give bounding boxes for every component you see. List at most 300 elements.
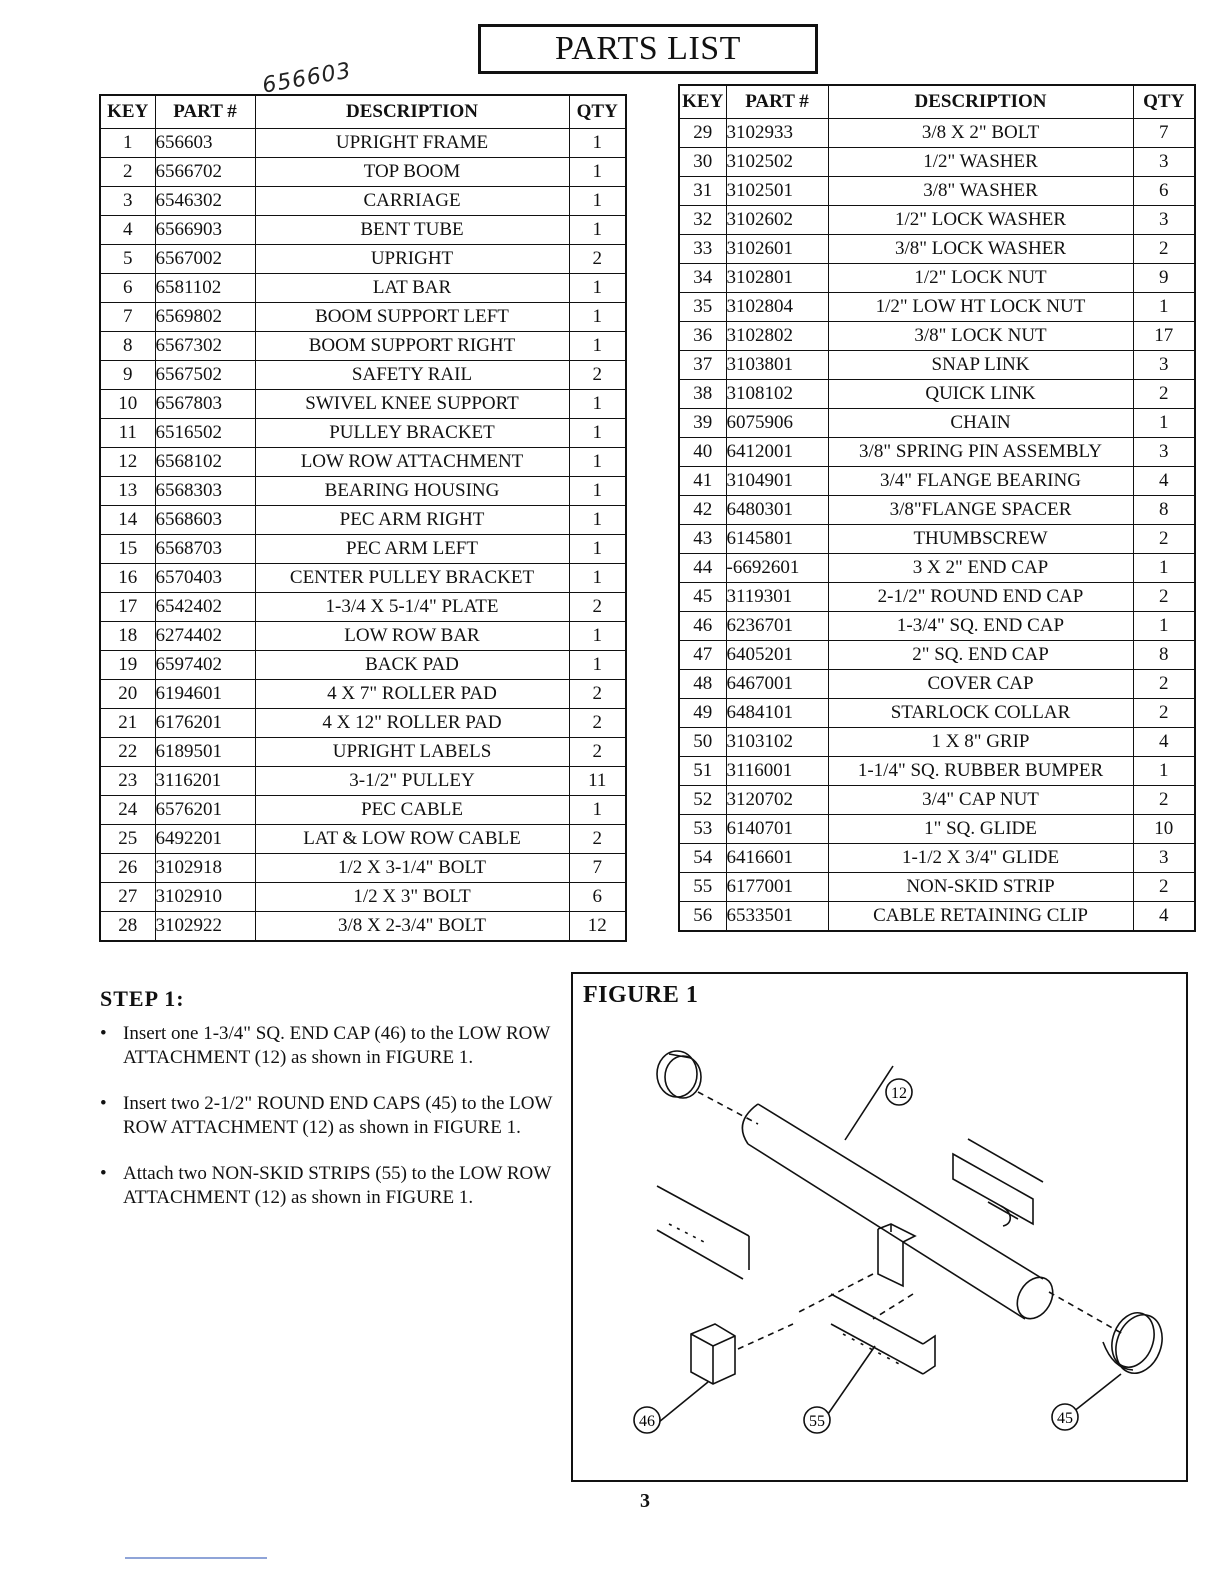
- cell-part-number: 3102922: [155, 912, 255, 942]
- table-row: [679, 177, 1195, 206]
- cell-key: 18: [100, 622, 155, 651]
- cell-part-number: 3102502: [726, 148, 828, 177]
- table-row: [100, 738, 626, 767]
- table-row: [100, 158, 626, 187]
- table-row: [100, 506, 626, 535]
- table-row: [100, 535, 626, 564]
- callout-12-label: 12: [891, 1085, 907, 1102]
- cell-key: 30: [679, 148, 726, 177]
- table-row: [100, 303, 626, 332]
- cell-key: 34: [679, 264, 726, 293]
- table-row: [100, 854, 626, 883]
- cell-qty: 3: [1133, 438, 1195, 467]
- cell-key: 52: [679, 786, 726, 815]
- table-row: [679, 815, 1195, 844]
- table-row: [100, 825, 626, 854]
- cell-part-number: 6492201: [155, 825, 255, 854]
- square-end-cap: [691, 1324, 735, 1384]
- table-row: [679, 409, 1195, 438]
- cell-key: 45: [679, 583, 726, 612]
- cell-key: 29: [679, 119, 726, 148]
- cell-key: 50: [679, 728, 726, 757]
- footer-rule: [125, 1557, 267, 1559]
- cell-part-number: 3103102: [726, 728, 828, 757]
- cell-part-number: 6546302: [155, 187, 255, 216]
- cell-part-number: 3116001: [726, 757, 828, 786]
- callout-55: [804, 1407, 830, 1433]
- cell-key: 13: [100, 477, 155, 506]
- cell-qty: 1: [1133, 409, 1195, 438]
- bullet-icon: •: [100, 1023, 107, 1044]
- cell-part-number: 6480301: [726, 496, 828, 525]
- cell-qty: 7: [1133, 119, 1195, 148]
- cell-description: 4 X 7" ROLLER PAD: [255, 680, 569, 709]
- cell-qty: 8: [1133, 641, 1195, 670]
- cell-description: THUMBSCREW: [828, 525, 1133, 554]
- table-row: [679, 322, 1195, 351]
- cell-key: 19: [100, 651, 155, 680]
- table-row: [679, 438, 1195, 467]
- cell-key: 32: [679, 206, 726, 235]
- cell-qty: 2: [1133, 583, 1195, 612]
- instruction-item: [100, 1162, 570, 1210]
- cell-part-number: 6567302: [155, 332, 255, 361]
- cell-key: 26: [100, 854, 155, 883]
- figure-1: [571, 972, 1188, 1482]
- cell-description: UPRIGHT: [255, 245, 569, 274]
- cell-description: 1" SQ. GLIDE: [828, 815, 1133, 844]
- cell-qty: 17: [1133, 322, 1195, 351]
- cell-part-number: 3103801: [726, 351, 828, 380]
- cell-key: 35: [679, 293, 726, 322]
- cell-part-number: 3102802: [726, 322, 828, 351]
- cell-qty: 7: [569, 854, 626, 883]
- cell-key: 53: [679, 815, 726, 844]
- cell-part-number: 6581102: [155, 274, 255, 303]
- cell-qty: 1: [569, 477, 626, 506]
- cell-description: 3 X 2" END CAP: [828, 554, 1133, 583]
- cell-part-number: 6140701: [726, 815, 828, 844]
- instruction-text: Insert one 1-3/4" SQ. END CAP (46) to the LOW ROW ATTACHMENT (12) as shown in FIGURE 1.: [123, 1023, 550, 1068]
- cell-description: SNAP LINK: [828, 351, 1133, 380]
- table-row: [100, 390, 626, 419]
- table-row: [100, 477, 626, 506]
- cell-key: 33: [679, 235, 726, 264]
- cell-part-number: 6274402: [155, 622, 255, 651]
- cell-description: 1 X 8" GRIP: [828, 728, 1133, 757]
- instruction-item: [100, 1092, 570, 1140]
- cell-part-number: 6570403: [155, 564, 255, 593]
- cell-description: NON-SKID STRIP: [828, 873, 1133, 902]
- cell-key: 36: [679, 322, 726, 351]
- page-title: [478, 24, 818, 74]
- cell-key: 5: [100, 245, 155, 274]
- cell-description: 1-1/2 X 3/4" GLIDE: [828, 844, 1133, 873]
- table-row: [100, 419, 626, 448]
- table-row: [679, 525, 1195, 554]
- cell-description: 1/2" LOCK NUT: [828, 264, 1133, 293]
- cell-part-number: 3102918: [155, 854, 255, 883]
- cell-qty: 2: [569, 680, 626, 709]
- cell-description: 1/2 X 3" BOLT: [255, 883, 569, 912]
- cell-part-number: 3102910: [155, 883, 255, 912]
- cell-description: 3/8" WASHER: [828, 177, 1133, 206]
- cell-key: 10: [100, 390, 155, 419]
- cell-part-number: 3102601: [726, 235, 828, 264]
- table-row: [679, 902, 1195, 932]
- cell-key: 1: [100, 129, 155, 158]
- cell-description: 3/8 X 2-3/4" BOLT: [255, 912, 569, 942]
- cell-qty: 1: [1133, 293, 1195, 322]
- cell-part-number: 6145801: [726, 525, 828, 554]
- table-row: [100, 593, 626, 622]
- cell-key: 54: [679, 844, 726, 873]
- header-description: DESCRIPTION: [828, 85, 1133, 119]
- cell-key: 37: [679, 351, 726, 380]
- table-row: [679, 119, 1195, 148]
- cell-qty: 1: [1133, 554, 1195, 583]
- cell-description: BOOM SUPPORT RIGHT: [255, 332, 569, 361]
- cell-key: 51: [679, 757, 726, 786]
- cell-key: 41: [679, 467, 726, 496]
- instruction-item: [100, 1022, 570, 1070]
- cell-key: 6: [100, 274, 155, 303]
- cell-part-number: -6692601: [726, 554, 828, 583]
- table-row: [679, 235, 1195, 264]
- cell-description: 1/2" LOW HT LOCK NUT: [828, 293, 1133, 322]
- page-title-text: PARTS LIST: [555, 30, 741, 67]
- cell-description: 3-1/2" PULLEY: [255, 767, 569, 796]
- cell-key: 24: [100, 796, 155, 825]
- table-row: [100, 245, 626, 274]
- cell-part-number: 6405201: [726, 641, 828, 670]
- table-row: [679, 612, 1195, 641]
- cell-qty: 2: [1133, 873, 1195, 902]
- cell-qty: 1: [569, 535, 626, 564]
- cell-qty: 1: [569, 390, 626, 419]
- table-row: [100, 274, 626, 303]
- cell-key: 44: [679, 554, 726, 583]
- table-row: [679, 351, 1195, 380]
- cell-key: 42: [679, 496, 726, 525]
- cell-qty: 1: [569, 448, 626, 477]
- table-row: [100, 622, 626, 651]
- cell-key: 56: [679, 902, 726, 932]
- cell-qty: 2: [569, 738, 626, 767]
- cell-qty: 4: [1133, 467, 1195, 496]
- cell-part-number: 6542402: [155, 593, 255, 622]
- instruction-text: Attach two NON-SKID STRIPS (55) to the LOW ROW ATTACHMENT (12) as shown in FIGURE 1.: [123, 1163, 551, 1208]
- table-row: [100, 129, 626, 158]
- table-row: [100, 709, 626, 738]
- header-part: PART #: [155, 95, 255, 129]
- table-row: [100, 361, 626, 390]
- cell-qty: 3: [1133, 351, 1195, 380]
- cell-qty: 8: [1133, 496, 1195, 525]
- header-qty: QTY: [1133, 85, 1195, 119]
- cell-description: 1/2" LOCK WASHER: [828, 206, 1133, 235]
- table-header-row: [100, 95, 626, 129]
- cell-key: 55: [679, 873, 726, 902]
- cell-part-number: 6568303: [155, 477, 255, 506]
- header-qty: QTY: [569, 95, 626, 129]
- cell-qty: 1: [569, 303, 626, 332]
- cell-qty: 2: [569, 245, 626, 274]
- cell-qty: 1: [569, 622, 626, 651]
- cell-key: 49: [679, 699, 726, 728]
- handwritten-note: 656603: [260, 58, 354, 99]
- table-row: [679, 583, 1195, 612]
- cell-qty: 2: [569, 825, 626, 854]
- cell-qty: 6: [1133, 177, 1195, 206]
- cell-description: CABLE RETAINING CLIP: [828, 902, 1133, 932]
- cell-qty: 2: [569, 361, 626, 390]
- cell-description: 4 X 12" ROLLER PAD: [255, 709, 569, 738]
- cell-part-number: 6567002: [155, 245, 255, 274]
- cell-description: CHAIN: [828, 409, 1133, 438]
- cell-part-number: 6568703: [155, 535, 255, 564]
- cell-qty: 1: [569, 187, 626, 216]
- round-end-cap-left: [657, 1051, 701, 1098]
- table-row: [679, 264, 1195, 293]
- cell-description: CARRIAGE: [255, 187, 569, 216]
- cell-part-number: 6075906: [726, 409, 828, 438]
- cell-description: 3/4" CAP NUT: [828, 786, 1133, 815]
- header-key: KEY: [100, 95, 155, 129]
- cell-description: 2" SQ. END CAP: [828, 641, 1133, 670]
- cell-description: LOW ROW ATTACHMENT: [255, 448, 569, 477]
- cell-part-number: 3102804: [726, 293, 828, 322]
- figure-label: FIGURE 1: [583, 982, 699, 1008]
- cell-part-number: 6569802: [155, 303, 255, 332]
- cell-qty: 1: [569, 796, 626, 825]
- cell-part-number: 6566903: [155, 216, 255, 245]
- cell-description: LOW ROW BAR: [255, 622, 569, 651]
- cell-key: 27: [100, 883, 155, 912]
- cell-key: 46: [679, 612, 726, 641]
- table-row: [100, 651, 626, 680]
- cell-part-number: 6467001: [726, 670, 828, 699]
- cell-description: BENT TUBE: [255, 216, 569, 245]
- cell-part-number: 3102801: [726, 264, 828, 293]
- table-row: [679, 206, 1195, 235]
- assembly-illustration: [573, 974, 1186, 1480]
- bullet-icon: •: [100, 1163, 107, 1184]
- cell-qty: 1: [569, 506, 626, 535]
- cell-description: 1/2" WASHER: [828, 148, 1133, 177]
- callout-12: [886, 1079, 912, 1105]
- table-row: [679, 757, 1195, 786]
- cell-part-number: 3102933: [726, 119, 828, 148]
- cell-description: SAFETY RAIL: [255, 361, 569, 390]
- cell-key: 2: [100, 158, 155, 187]
- table-row: [100, 680, 626, 709]
- table-row: [679, 728, 1195, 757]
- cell-part-number: 6597402: [155, 651, 255, 680]
- cell-qty: 2: [1133, 786, 1195, 815]
- table-row: [100, 912, 626, 942]
- back-bracket: [953, 1139, 1043, 1226]
- cell-key: 48: [679, 670, 726, 699]
- cell-description: 3/8"FLANGE SPACER: [828, 496, 1133, 525]
- cell-key: 40: [679, 438, 726, 467]
- cell-qty: 2: [1133, 380, 1195, 409]
- cell-qty: 6: [569, 883, 626, 912]
- cell-description: UPRIGHT LABELS: [255, 738, 569, 767]
- cell-part-number: 6236701: [726, 612, 828, 641]
- round-end-cap-right: [1103, 1307, 1170, 1380]
- cell-part-number: 6177001: [726, 873, 828, 902]
- bullet-icon: •: [100, 1093, 107, 1114]
- cell-description: 3/8" LOCK NUT: [828, 322, 1133, 351]
- cell-description: PEC ARM RIGHT: [255, 506, 569, 535]
- cell-key: 47: [679, 641, 726, 670]
- cell-part-number: 3102501: [726, 177, 828, 206]
- parts-table-right: [678, 84, 1196, 932]
- cell-description: LAT & LOW ROW CABLE: [255, 825, 569, 854]
- cell-key: 25: [100, 825, 155, 854]
- cell-key: 3: [100, 187, 155, 216]
- cell-part-number: 6176201: [155, 709, 255, 738]
- cell-part-number: 656603: [155, 129, 255, 158]
- cell-description: UPRIGHT FRAME: [255, 129, 569, 158]
- cell-qty: 1: [1133, 612, 1195, 641]
- callout-46-label: 46: [639, 1413, 655, 1430]
- cell-key: 17: [100, 593, 155, 622]
- cell-description: CENTER PULLEY BRACKET: [255, 564, 569, 593]
- table-row: [100, 332, 626, 361]
- cell-key: 31: [679, 177, 726, 206]
- cell-description: 3/8" LOCK WASHER: [828, 235, 1133, 264]
- cell-description: LAT BAR: [255, 274, 569, 303]
- cell-description: 1-1/4" SQ. RUBBER BUMPER: [828, 757, 1133, 786]
- header-part: PART #: [726, 85, 828, 119]
- table-row: [100, 448, 626, 477]
- cell-qty: 3: [1133, 206, 1195, 235]
- cell-qty: 1: [569, 274, 626, 303]
- table-row: [679, 844, 1195, 873]
- step-heading: STEP 1:: [100, 986, 185, 1011]
- cell-description: 2-1/2" ROUND END CAP: [828, 583, 1133, 612]
- cell-part-number: 3104901: [726, 467, 828, 496]
- cell-description: TOP BOOM: [255, 158, 569, 187]
- cell-part-number: 3108102: [726, 380, 828, 409]
- cell-qty: 3: [1133, 844, 1195, 873]
- cell-part-number: 6412001: [726, 438, 828, 467]
- step-instructions: [100, 1022, 570, 1232]
- cell-key: 14: [100, 506, 155, 535]
- cell-qty: 12: [569, 912, 626, 942]
- cell-qty: 3: [1133, 148, 1195, 177]
- table-row: [679, 293, 1195, 322]
- cell-description: 1-3/4 X 5-1/4" PLATE: [255, 593, 569, 622]
- cell-description: 3/8 X 2" BOLT: [828, 119, 1133, 148]
- table-row: [679, 554, 1195, 583]
- table-row: [679, 496, 1195, 525]
- table-header-row: [679, 85, 1195, 119]
- cell-key: 8: [100, 332, 155, 361]
- table-row: [100, 767, 626, 796]
- cell-key: 20: [100, 680, 155, 709]
- front-rail: [831, 1294, 935, 1374]
- cell-part-number: 3120702: [726, 786, 828, 815]
- parts-table-right-body: [679, 119, 1195, 932]
- cell-key: 38: [679, 380, 726, 409]
- table-row: [679, 148, 1195, 177]
- cell-part-number: 6416601: [726, 844, 828, 873]
- cell-qty: 2: [1133, 525, 1195, 554]
- low-row-attachment-tube: [742, 1104, 1059, 1325]
- cell-qty: 1: [1133, 757, 1195, 786]
- left-rail: [657, 1186, 749, 1279]
- table-row: [679, 786, 1195, 815]
- cell-qty: 2: [1133, 235, 1195, 264]
- cell-part-number: 6194601: [155, 680, 255, 709]
- cell-key: 11: [100, 419, 155, 448]
- table-row: [100, 564, 626, 593]
- table-row: [679, 873, 1195, 902]
- table-row: [100, 796, 626, 825]
- cell-description: PULLEY BRACKET: [255, 419, 569, 448]
- cell-key: 7: [100, 303, 155, 332]
- cell-description: 3/8" SPRING PIN ASSEMBLY: [828, 438, 1133, 467]
- cell-description: BACK PAD: [255, 651, 569, 680]
- cell-key: 39: [679, 409, 726, 438]
- cell-description: BEARING HOUSING: [255, 477, 569, 506]
- parts-table-left-body: [100, 129, 626, 942]
- cell-key: 22: [100, 738, 155, 767]
- cell-key: 16: [100, 564, 155, 593]
- cell-key: 23: [100, 767, 155, 796]
- cell-qty: 2: [569, 709, 626, 738]
- table-row: [100, 216, 626, 245]
- cell-description: 1-3/4" SQ. END CAP: [828, 612, 1133, 641]
- table-row: [679, 699, 1195, 728]
- cell-part-number: 6568603: [155, 506, 255, 535]
- cell-key: 21: [100, 709, 155, 738]
- cell-qty: 9: [1133, 264, 1195, 293]
- table-row: [679, 641, 1195, 670]
- callout-55-label: 55: [809, 1413, 825, 1430]
- callout-45: [1052, 1404, 1078, 1430]
- cell-part-number: 3102602: [726, 206, 828, 235]
- cell-qty: 4: [1133, 902, 1195, 932]
- cell-description: QUICK LINK: [828, 380, 1133, 409]
- cell-key: 15: [100, 535, 155, 564]
- header-description: DESCRIPTION: [255, 95, 569, 129]
- cell-part-number: 3116201: [155, 767, 255, 796]
- cell-key: 4: [100, 216, 155, 245]
- cell-key: 12: [100, 448, 155, 477]
- table-row: [100, 883, 626, 912]
- cell-part-number: 6567803: [155, 390, 255, 419]
- cell-part-number: 6516502: [155, 419, 255, 448]
- cell-part-number: 6568102: [155, 448, 255, 477]
- instruction-text: Insert two 2-1/2" ROUND END CAPS (45) to the LOW ROW ATTACHMENT (12) as shown in FIGURE 1.: [123, 1093, 553, 1138]
- cell-qty: 2: [1133, 699, 1195, 728]
- cell-qty: 1: [569, 564, 626, 593]
- cell-description: PEC CABLE: [255, 796, 569, 825]
- cell-qty: 1: [569, 216, 626, 245]
- parts-table-left: [99, 94, 627, 942]
- callout-45-label: 45: [1057, 1410, 1073, 1427]
- cell-description: 1/2 X 3-1/4" BOLT: [255, 854, 569, 883]
- cell-qty: 2: [1133, 670, 1195, 699]
- cell-qty: 10: [1133, 815, 1195, 844]
- cell-description: STARLOCK COLLAR: [828, 699, 1133, 728]
- cell-qty: 4: [1133, 728, 1195, 757]
- cell-qty: 2: [569, 593, 626, 622]
